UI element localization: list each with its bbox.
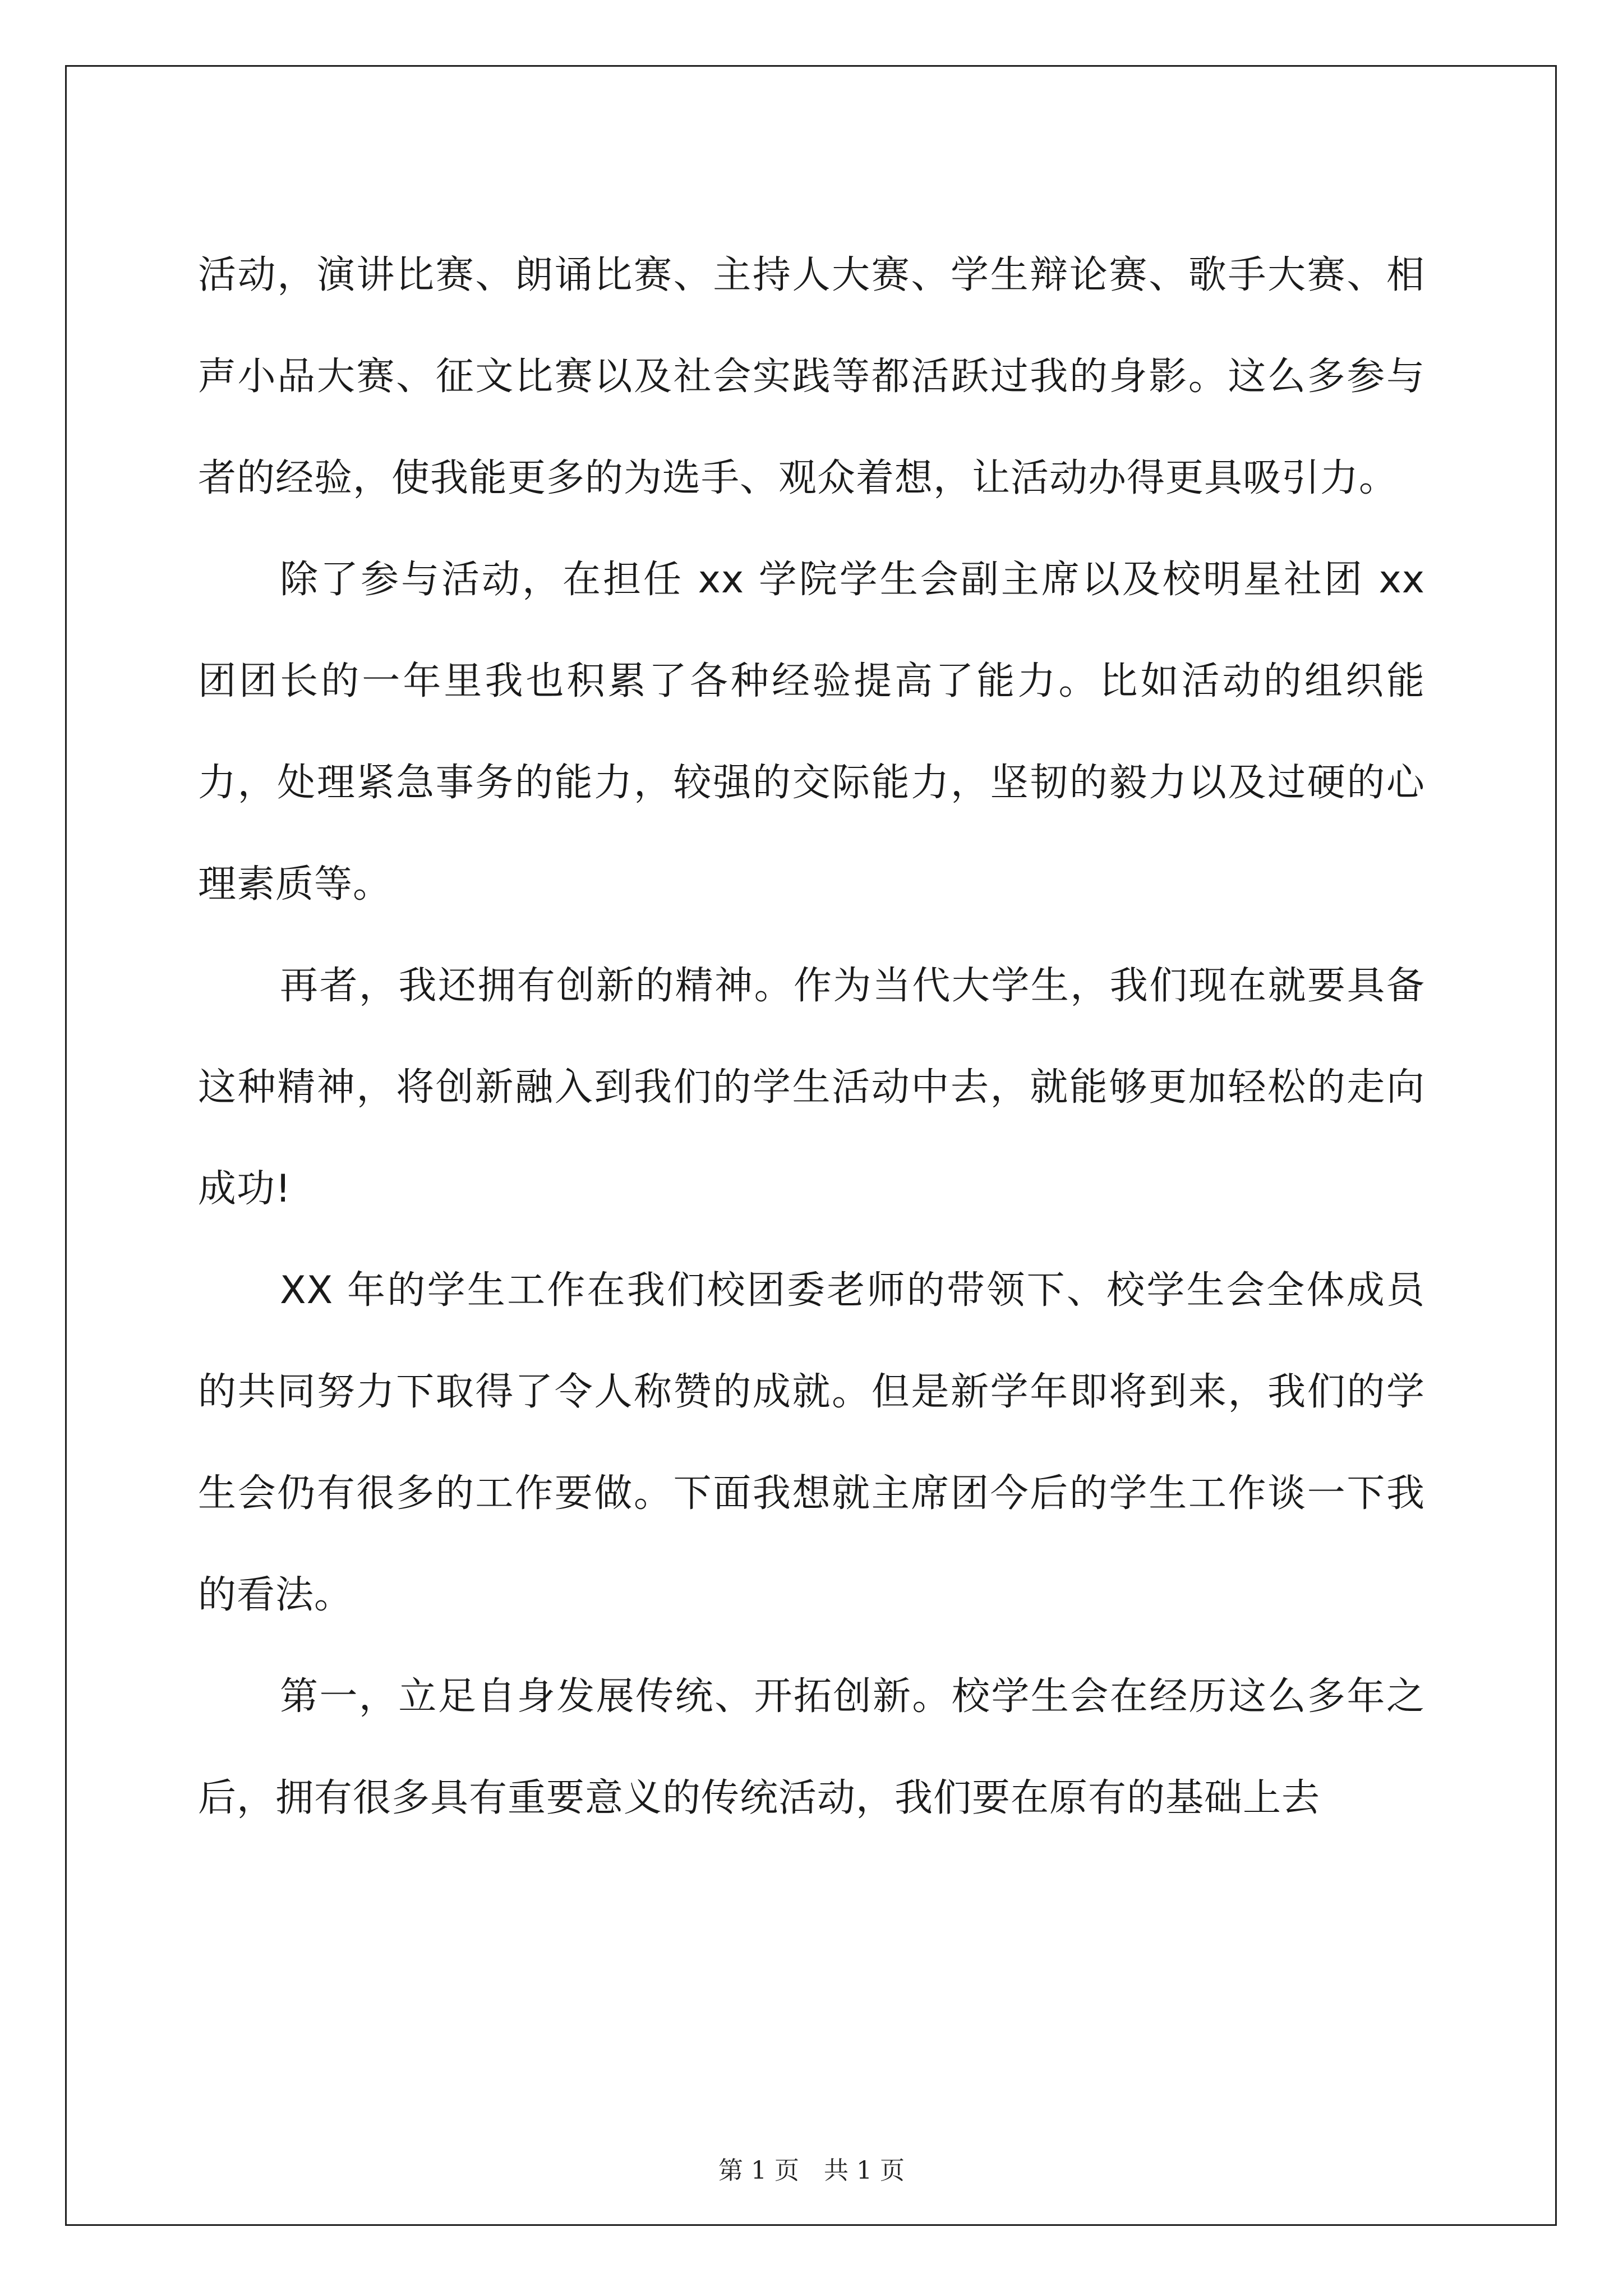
document-body xyxy=(198,224,1425,1849)
page-number: 第 1 页 xyxy=(718,2156,799,2185)
paragraph-2: 除了参与活动，在担任 xx 学院学生会副主席以及校明星社团 xx 团团长的一年里我也积累了各种经验提高了能力。比如活动的组织能力，处理紧急事务的能力，较强的交际能力，坚韧的毅力以及过硬的心理素质等。 xyxy=(198,558,1425,907)
page-total: 共 1 页 xyxy=(824,2156,905,2185)
paragraph-1: 活动，演讲比赛、朗诵比赛、主持人大赛、学生辩论赛、歌手大赛、相声小品大赛、征文比赛以及社会实践等都活跃过我的身影。这么多参与者的经验，使我能更多的为选手、观众着想，让活动办得更具吸引力。 xyxy=(198,253,1425,500)
paragraph-3: 再者，我还拥有创新的精神。作为当代大学生，我们现在就要具备这种精神，将创新融入到我们的学生活动中去，就能够更加轻松的走向成功! xyxy=(198,964,1425,1211)
page-footer xyxy=(0,2154,1623,2188)
paragraph-4: XX 年的学生工作在我们校团委老师的带领下、校学生会全体成员的共同努力下取得了令人称赞的成就。但是新学年即将到来，我们的学生会仍有很多的工作要做。下面我想就主席团今后的学生工作谈一下我的看法。 xyxy=(198,1268,1425,1617)
paragraph-5: 第一，立足自身发展传统、开拓创新。校学生会在经历这么多年之后，拥有很多具有重要意义的传统活动，我们要在原有的基础上去 xyxy=(198,1674,1425,1820)
